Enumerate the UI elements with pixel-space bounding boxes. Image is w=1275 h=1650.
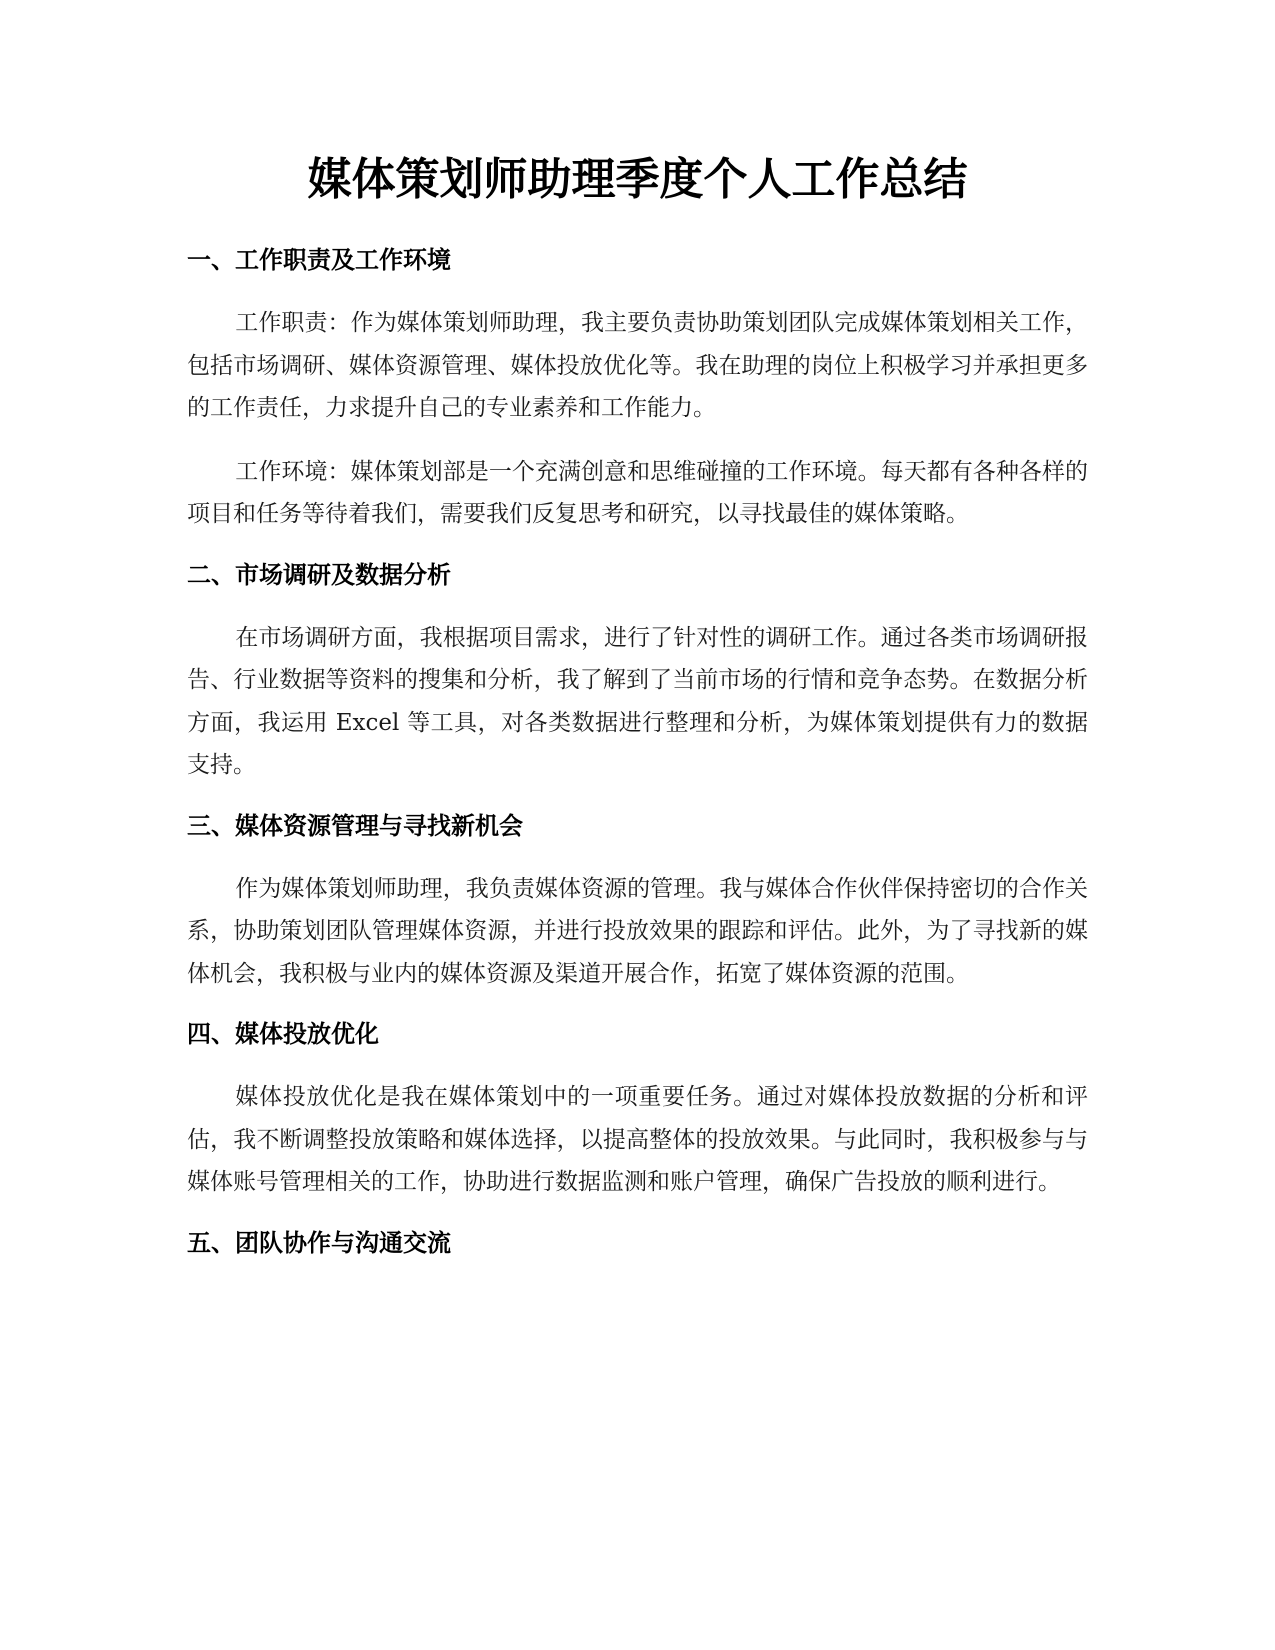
section-duties-environment [187, 242, 1088, 536]
section-heading: 三、媒体资源管理与寻找新机会 [187, 811, 523, 840]
section-market-research [187, 557, 1088, 787]
section-media-resources [187, 808, 1088, 996]
paragraph: 在市场调研方面，我根据项目需求，进行了针对性的调研工作。通过各类市场调研报告、行业数据等资料的搜集和分析，我了解到了当前市场的行情和竞争态势。在数据分析方面，我运用 Excel 等工具，对各类数据进行整理和分析，为媒体策划提供有力的数据支持。 [187, 624, 1088, 778]
section-heading: 二、市场调研及数据分析 [187, 560, 451, 589]
section-heading: 五、团队协作与沟通交流 [187, 1228, 451, 1257]
section-heading: 一、工作职责及工作环境 [187, 246, 451, 274]
section-teamwork [187, 1225, 1088, 1261]
section-media-optimization [187, 1016, 1088, 1204]
paragraph: 媒体投放优化是我在媒体策划中的一项重要任务。通过对媒体投放数据的分析和评估，我不断调整投放策略和媒体选择，以提高整体的投放效果。与此同时，我积极参与与媒体账号管理相关的工作，协助进行数据监测和账户管理，确保广告投放的顺利进行。 [187, 1084, 1088, 1195]
paragraph: 工作环境：媒体策划部是一个充满创意和思维碰撞的工作环境。每天都有各种各样的项目和任务等待着我们，需要我们反复思考和研究，以寻找最佳的媒体策略。 [187, 458, 1088, 527]
document-title: 媒体策划师助理季度个人工作总结 [307, 154, 968, 205]
paragraph: 作为媒体策划师助理，我负责媒体资源的管理。我与媒体合作伙伴保持密切的合作关系，协助策划团队管理媒体资源，并进行投放效果的跟踪和评估。此外，为了寻找新的媒体机会，我积极与业内的媒体资源及渠道开展合作，拓宽了媒体资源的范围。 [187, 875, 1088, 987]
section-heading: 四、媒体投放优化 [187, 1020, 379, 1048]
paragraph: 工作职责：作为媒体策划师助理，我主要负责协助策划团队完成媒体策划相关工作，包括市场调研、媒体资源管理、媒体投放优化等。我在助理的岗位上积极学习并承担更多的工作责任，力求提升自己的专业素养和工作能力。 [187, 310, 1088, 421]
document-body [187, 150, 1088, 1261]
